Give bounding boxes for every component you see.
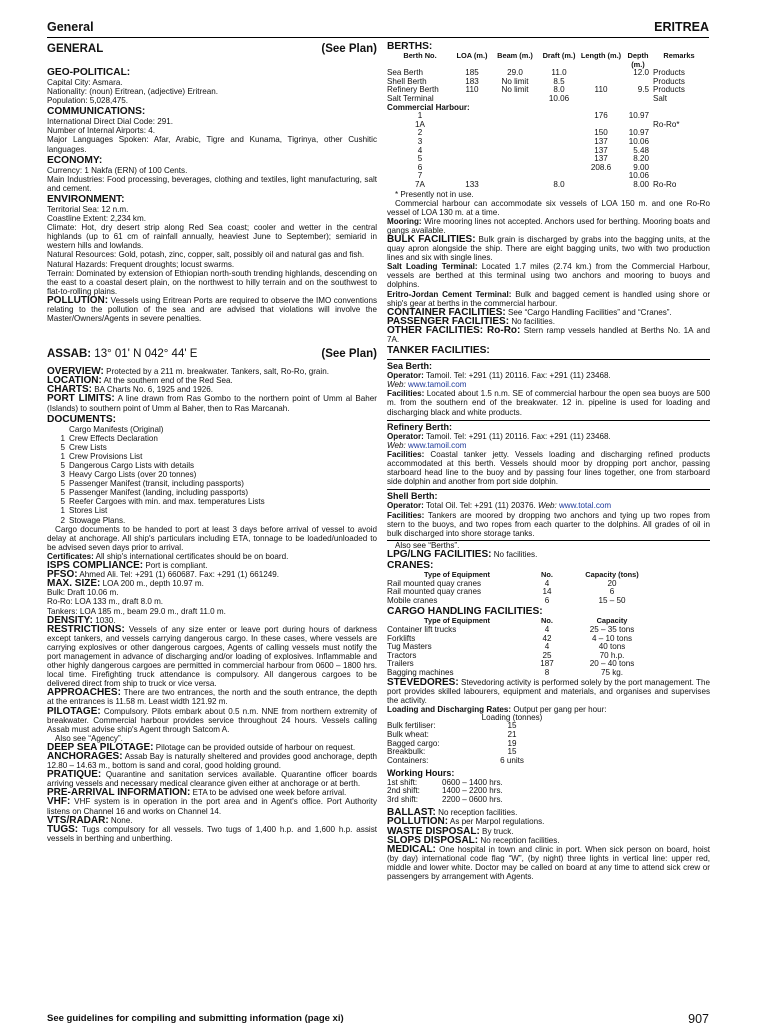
berth-cell: Ro-Ro	[653, 179, 677, 189]
shift-time: 0600 – 1400 hrs.	[442, 777, 503, 787]
berth-cell: 9.5	[637, 85, 649, 95]
document-name: Crew Effects Declaration	[69, 433, 158, 443]
cranes-col-header: No.	[541, 569, 553, 579]
berth-col-header: Berth No.	[403, 51, 437, 60]
cargo-cell: 75 kg.	[600, 667, 624, 677]
list-item: Main Industries: Food processing, beverages, clothing and textiles, light manufacturing, salt and cement.	[47, 174, 377, 193]
assab-overview: OVERVIEW: Protected by a 211 m. breakwater. Tankers, salt, Ro-Ro, grain.	[47, 366, 329, 378]
document-item	[47, 461, 377, 470]
cargo-cell: 187	[540, 659, 554, 669]
list-item: Terrain: Dominated by extension of Ethiopian north-south trending highlands, descending on the east to a coastal desert plain, on the northwest to hilly terrain and on the southwest to flat-to-rolling plains.	[47, 268, 377, 296]
berth-cell: Shell Berth	[387, 76, 427, 86]
document-name: Heavy Cargo Lists (over 20 tonnes)	[69, 470, 197, 480]
tanker-facilities: Facilities: Coastal tanker jetty. Vessels loading and discharging refined products accommodated at this berth. Vessels should moor by dropping port anchor, passing starboard head line to the buoy and by passing four lines together, one from starboard side dolphin and another from port side dolphin.	[387, 449, 710, 487]
cranes-cell: 4	[544, 578, 550, 588]
cranes-cell: 14	[542, 587, 552, 597]
lpg-facilities: LPG/LNG FACILITIES: No facilities.	[387, 548, 538, 560]
list-item: Natural Hazards: Frequent droughts; locust swarms.	[47, 259, 235, 269]
cargo-cell: 25	[542, 650, 552, 660]
medical: MEDICAL: One hospital in town and clinic in port. When sick person on board, hoist (by day) international code flag “W”, (by night) three lights in vertical line: upper red, middle and lower white. Doctor may be called on board at any time to attend sick crew or passengers by arrangement with Agents.	[387, 843, 710, 881]
berth-cell	[491, 181, 539, 190]
document-qty: 2	[60, 515, 65, 525]
berth-cell	[653, 155, 705, 164]
berth-cell: 208.6	[590, 162, 612, 172]
berth-cell: 137	[594, 136, 608, 146]
berth-cell: 3	[417, 136, 423, 146]
berth-cell	[491, 95, 539, 104]
cargo-cell: 4	[544, 642, 550, 652]
cargo-col-header: No.	[541, 616, 553, 626]
berths-table	[387, 52, 705, 190]
berth-cell	[579, 95, 623, 104]
berth-cell	[579, 69, 623, 78]
cargo-cell: Trailers	[387, 659, 414, 669]
page-header	[47, 20, 709, 38]
document-qty: 5	[60, 479, 65, 489]
general-heading: GENERAL (See Plan)	[47, 43, 377, 55]
berth-cell: 8.0	[553, 179, 565, 189]
cargo-cell: 4	[544, 624, 550, 634]
cargo-heading: CARGO HANDLING FACILITIES:	[387, 606, 543, 618]
tanker-berth	[387, 359, 710, 417]
berth-cell: 183	[465, 76, 479, 86]
page-number: 907	[688, 1012, 709, 1026]
commercial-harbour-heading: Commercial Harbour:	[387, 102, 470, 112]
hours-heading: Working Hours:	[387, 768, 455, 779]
document-qty: 5	[60, 461, 65, 470]
berth-cell: 137	[594, 145, 608, 155]
cranes-col-header: Capacity (tons)	[585, 569, 639, 579]
document-qty: 5	[60, 488, 65, 498]
cranes-cell: Mobile cranes	[387, 595, 438, 605]
document-qty: 1	[60, 506, 65, 516]
berth-row	[387, 121, 705, 130]
hours-table	[387, 779, 547, 805]
cargo-cell: 42	[542, 633, 552, 643]
berth-cell: Salt	[653, 93, 667, 103]
anchorages: ANCHORAGES: Assab Bay is naturally sheltered and provides good anchorage, depth 12.80 – 14.63 m., bottom is sand and coral, good holding ground.	[47, 751, 377, 771]
berth-cell: 8.0	[553, 85, 565, 95]
list-item: Coastline Extent: 2,234 km.	[47, 214, 146, 224]
approaches: APPROACHES: There are two entrances, the north and the south entrance, the depth at the entrances is 11.58 m. Least width 121.92 m.	[47, 687, 377, 707]
berth-row	[387, 147, 705, 156]
tanker-operator: Operator: Tamoil. Tel: +291 (11) 20116. Fax: +291 (11) 23468.	[387, 371, 611, 381]
cargo-cell: 40 tons	[598, 642, 626, 652]
isps: ISPS COMPLIANCE: Port is compliant.	[47, 560, 208, 572]
berth-cell	[491, 147, 539, 156]
tanker-see: Also see “Berths”.	[395, 540, 460, 550]
document-name: Stores List	[69, 506, 108, 516]
berth-cell: 6	[417, 162, 423, 172]
shift-row	[387, 796, 547, 805]
document-item	[47, 443, 377, 452]
berth-cell	[453, 121, 491, 130]
tanker-name: Sea Berth:	[387, 361, 433, 372]
cargo-cell: Tractors	[387, 650, 417, 660]
cargo-table	[387, 617, 657, 677]
berths-footnote: * Presently not in use.	[395, 189, 474, 199]
rate-row	[387, 757, 547, 766]
berth-cell	[491, 129, 539, 138]
max-size: MAX. SIZE: LOA 200 m., depth 10.97 m.	[47, 578, 204, 590]
cargo-cell: Container lift trucks	[387, 624, 457, 634]
berth-cell: 5.48	[633, 145, 649, 155]
list-item: Number of Internal Airports: 4.	[47, 126, 155, 136]
tanker-operator: Operator: Tamoil. Tel: +291 (11) 20116. Fax: +291 (11) 23468.	[387, 431, 611, 441]
deep-sea-pilotage: DEEP SEA PILOTAGE: Pilotage can be provided outside of harbour on request.	[47, 741, 356, 753]
berth-cell	[623, 95, 653, 104]
berth-cell: 10.06	[548, 93, 570, 103]
berth-cell: No limit	[501, 85, 529, 95]
document-item	[47, 506, 377, 515]
document-item	[47, 497, 377, 506]
berth-cell	[491, 138, 539, 147]
berth-row	[387, 155, 705, 164]
rate-cargo: Bagged cargo:	[387, 738, 440, 748]
berth-cell: 1	[417, 111, 423, 121]
berth-cell	[653, 164, 705, 173]
berth-cell: 1A	[415, 119, 425, 129]
list-item: International Direct Dial Code: 291.	[47, 117, 173, 127]
cargo-cell: Bagging machines	[387, 667, 454, 677]
list-item: Territorial Sea: 12 n.m.	[47, 204, 129, 214]
berth-cell	[453, 129, 491, 138]
econ-list	[47, 166, 377, 193]
berth-cell	[491, 172, 539, 181]
container-facilities: CONTAINER FACILITIES: See “Cargo Handling Facilities” and “Cranes”.	[387, 306, 672, 318]
rate-cargo: Containers:	[387, 755, 429, 765]
berth-subheading-row	[387, 104, 705, 113]
berth-cell	[653, 138, 705, 147]
berth-cell: Salt Terminal	[387, 93, 434, 103]
general-pollution: POLLUTION: Vessels using Eritrean Ports are required to observe the IMO conventions relating to the pollution of the sea and are advised that violations will involve the Master/Owners/Agents in severe penalties.	[47, 294, 377, 324]
berth-cell	[539, 138, 579, 147]
cargo-cell: 8	[544, 667, 550, 677]
tanker-facilities: Facilities: Tankers are moored by dropping two anchors and tying up two ropes from stern to the buoys, and two ropes from each quarter to the dolphins. All grades of oil in bulk discharged into shore storage tanks.	[387, 510, 710, 538]
env-list	[47, 205, 377, 296]
document-qty: 3	[60, 470, 65, 480]
berth-cell	[453, 138, 491, 147]
document-item	[47, 488, 377, 497]
document-item	[47, 516, 377, 525]
tugs: TUGS: Tugs compulsory for all vessels. Two tugs of 1,400 h.p. and 1,600 h.p. assist vessels in berthing and unberthing.	[47, 823, 377, 843]
berth-cell: Sea Berth	[387, 68, 423, 78]
pollution-port: POLLUTION: As per Marpol regulations.	[387, 816, 545, 828]
berth-cell: 185	[465, 68, 479, 78]
pilotage: PILOTAGE: Compulsory. Pilots embark about 0.5 n.m. NNE from northern extremity of breakwater. Commercial harbour provides service throughout 24 hours. Vessels calling Assab must advise ship's Agent through Satcom A.	[47, 705, 377, 734]
tanker-berth	[387, 489, 710, 537]
right-column	[387, 40, 710, 1010]
berth-cell: Ro-Ro*	[653, 119, 680, 129]
certificates: Certificates: All ship's international certificates should be on board.	[47, 551, 289, 561]
cement-terminal: Eritro-Jordan Cement Terminal: Bulk and bagged cement is handled using shore or ship's gear at berths in the commercial harbour.	[387, 289, 710, 308]
list-item: Ro-Ro: LOA 133 m., draft 8.0 m.	[47, 597, 164, 607]
assab-heading: ASSAB: 13° 01' N 042° 44' E (See Plan)	[47, 348, 377, 361]
list-item: Currency: 1 Nakfa (ERN) of 100 Cents.	[47, 165, 188, 175]
berth-cell: Refinery Berth	[387, 85, 439, 95]
footer-note: See guidelines for compiling and submitting information (page xi)	[47, 1013, 344, 1024]
tanker-facilities: Facilities: Located about 1.5 n.m. SE of commercial harbour the open sea buoys are 500 m. from the southern end of the breakwater. 12 in. pipeline is used for loading and discharging black and white products.	[387, 389, 710, 417]
berth-cell	[539, 164, 579, 173]
berth-cell	[453, 112, 491, 121]
passenger-facilities: PASSENGER FACILITIES: No facilities.	[387, 315, 555, 327]
document-item	[47, 434, 377, 443]
assab-charts: CHARTS: BA Charts No. 6, 1925 and 1926.	[47, 384, 214, 396]
tanker-list	[387, 359, 710, 541]
cargo-cell: 20 – 40 tons	[589, 659, 635, 669]
document-name: Passenger Manifest (landing, including passports)	[69, 488, 249, 498]
document-name: Dangerous Cargo Lists with details	[69, 461, 195, 470]
berth-cell: 7A	[415, 179, 425, 189]
tanker-heading: TANKER FACILITIES:	[387, 345, 490, 357]
berth-cell: 110	[465, 85, 479, 95]
cranes-cell: 6	[544, 595, 550, 605]
web-link[interactable]: www.tamoil.com	[408, 440, 467, 450]
cranes-heading: CRANES:	[387, 559, 434, 571]
berth-cell: 11.0	[551, 68, 567, 78]
berth-row	[387, 164, 705, 173]
berths-note: Commercial harbour can accommodate six vessels of LOA 150 m. and one Ro-Ro vessel of LOA 130 m. at a time.	[387, 198, 710, 217]
document-item	[47, 479, 377, 488]
assab-location: LOCATION: At the southern end of the Red Sea.	[47, 375, 233, 387]
rates-col-header: Loading (tonnes)	[481, 712, 543, 722]
cranes-row	[387, 597, 657, 606]
pre-arrival: PRE-ARRIVAL INFORMATION: ETA to be advised one week before arrival.	[47, 787, 347, 799]
berth-cell	[579, 181, 623, 190]
cranes-col-header: Type of Equipment	[424, 569, 490, 579]
salt-terminal: Salt Loading Terminal: Located 1.7 miles (2.74 km.) from the Commercial Harbour, vessels are berthed at this terminal using two anchors and mooring to buoys and dolphins.	[387, 262, 710, 290]
waste-disposal: WASTE DISPOSAL: By truck.	[387, 825, 514, 837]
rate-value: 15	[507, 747, 517, 757]
berth-cell: 8.00	[633, 179, 649, 189]
bulk-facilities: BULK FACILITIES: Bulk grain is discharged by grabs into the bagging units, at the quay apron alongside the ship. There are eight bagging units, two with two production lines and six with single lines.	[387, 233, 710, 263]
rates-heading: Loading and Discharging Rates: Output per gang per hour:	[387, 704, 607, 714]
berth-cell: 12.0	[633, 68, 649, 78]
vhf: VHF: VHF system is in operation in the port area and in Agent's office. Port Authority listens on Channel 16 and works on Channel 14.	[47, 796, 377, 816]
cargo-col-header: Capacity	[596, 616, 628, 626]
list-item: Bulk: Draft 10.06 m.	[47, 588, 119, 598]
documents-heading: DOCUMENTS:	[47, 413, 117, 425]
rates-table	[387, 714, 547, 766]
tanker-name: Shell Berth:	[387, 491, 438, 502]
tanker-operator: Operator: Total Oil. Tel: +291 (11) 20376. Web: www.total.com	[387, 501, 612, 511]
berth-cell: 9.00	[633, 162, 649, 172]
berth-cell: 10.06	[628, 171, 649, 181]
berth-col-header: Depth (m.)	[627, 51, 649, 69]
document-item	[47, 470, 377, 479]
header-section: General	[47, 20, 94, 34]
cargo-cell: Tug Masters	[387, 642, 432, 652]
comm-list	[47, 117, 377, 153]
berth-cell: Products	[653, 68, 685, 78]
cargo-col-header: Type of Equipment	[424, 616, 490, 626]
cranes-table	[387, 571, 657, 605]
cargo-cell: 4 – 10 tons	[591, 633, 633, 643]
berth-cell	[539, 121, 579, 130]
rate-value: 6 units	[500, 755, 524, 765]
berth-cell: 2	[417, 128, 423, 138]
berth-cell: 110	[594, 85, 608, 95]
berth-cell	[653, 129, 705, 138]
shift-time: 1400 – 2200 hrs.	[442, 786, 503, 796]
berth-col-header: Beam (m.)	[497, 51, 533, 60]
list-item: Population: 5,028,475.	[47, 96, 129, 106]
berth-cell: 29.0	[507, 68, 523, 78]
berth-cell	[491, 164, 539, 173]
max-size-lines	[47, 588, 377, 615]
cargo-cell: Forklifts	[387, 633, 416, 643]
document-name: Reefer Cargoes with min. and max. temperatures Lists	[69, 497, 265, 507]
berth-cell: 10.06	[628, 136, 649, 146]
berth-cell: 4	[417, 145, 423, 155]
berth-cell: 7	[417, 171, 423, 181]
rate-value: 19	[507, 738, 517, 748]
berth-cell	[539, 155, 579, 164]
shift-name: 3rd shift:	[387, 794, 419, 804]
web-link[interactable]: www.tamoil.com	[408, 380, 467, 390]
cranes-cell: 20	[607, 578, 617, 588]
tanker-name: Refinery Berth:	[387, 421, 453, 432]
shift-name: 2nd shift:	[387, 786, 420, 796]
document-item	[47, 425, 377, 434]
cargo-cell: 70 h.p.	[599, 650, 625, 660]
berth-col-header: Draft (m.)	[542, 51, 576, 60]
berth-cell: 5	[417, 154, 423, 164]
see-plan-link[interactable]: (See Plan)	[321, 43, 377, 55]
berth-cell	[491, 112, 539, 121]
document-item	[47, 452, 377, 461]
berth-cell	[539, 129, 579, 138]
document-name: Cargo Manifests (Original)	[69, 424, 164, 434]
cranes-cell: Rail mounted quay cranes	[387, 578, 482, 588]
document-name: Stowage Plans.	[69, 515, 126, 525]
document-qty: 1	[60, 451, 65, 461]
berth-cell: 8.5	[553, 76, 565, 86]
rate-value: 21	[507, 730, 517, 740]
berth-cell	[539, 112, 579, 121]
berth-cell	[579, 172, 623, 181]
pilotage-see: Also see “Agency”.	[55, 733, 123, 743]
document-name: Crew Provisions List	[69, 451, 143, 461]
cargo-cell: 25 – 35 tons	[589, 624, 635, 634]
rate-cargo: Bulk fertiliser:	[387, 721, 436, 731]
restrictions: RESTRICTIONS: Vessels of any size enter or leave port during hours of darkness except tankers, and vessels carrying dangerous cargo. In these cases, where vessels are carrying explosives or other dangerous cargoes, Agents of calling vessels must notify the port management in advance of discharging and/or loading of explosives. Inflammable and other highly dangerous cargoes are permitted in commercial harbour from 0600 – 1800 hrs. local time. Firefighting truck attendance is compulsory. All dangerous cargoes to be delivered direct from ship to truck or vice versa.	[47, 623, 377, 689]
mooring: Mooring: Wire mooring lines not accepted. Anchors used for berthing. Mooring boats and gangs available.	[387, 216, 710, 235]
document-name: Crew Lists	[69, 442, 107, 452]
stevedores: STEVEDORES: Stevedoring activity is performed solely by the port management. The port provides skilled labourers, equipment and materials, and organises and supervises the activity.	[387, 676, 710, 705]
econ-heading: ECONOMY:	[47, 154, 103, 166]
tanker-web: Web: www.tamoil.com	[387, 440, 467, 450]
document-qty: 5	[60, 497, 65, 507]
density: DENSITY: 1030.	[47, 614, 116, 626]
document-name: Passenger Manifest (transit, including passports)	[69, 479, 244, 489]
berth-cell: 150	[594, 128, 608, 138]
documents-list	[47, 425, 377, 525]
vts-radar: VTS/RADAR: None.	[47, 814, 133, 826]
list-item: Capital City: Asmara.	[47, 78, 123, 87]
list-item: Major Languages Spoken: Afar, Arabic, Tigre and Kunama, Tigrinya, other Cushitic languages.	[47, 135, 377, 154]
berth-cell: 133	[465, 179, 479, 189]
rate-value: 15	[507, 721, 517, 731]
berth-row	[387, 129, 705, 138]
berth-col-header: Length (m.)	[580, 51, 622, 60]
list-item: Climate: Hot, dry desert strip along Red Sea coast; cooler and wetter in the central highlands (up to 61 cm of rainfall annually, heaviest June to September); semiarid in western hills and lowlands.	[47, 223, 377, 251]
berth-col-header: LOA (m.)	[456, 51, 488, 60]
ballast: BALLAST: No reception facilities.	[387, 807, 518, 819]
berth-cell: 10.97	[628, 128, 649, 138]
berth-cell	[453, 147, 491, 156]
rate-cargo: Breakbulk:	[387, 747, 426, 757]
berth-row	[387, 181, 705, 190]
berth-cell: No limit	[501, 76, 529, 86]
berth-cell	[491, 155, 539, 164]
rate-cargo: Bulk wheat:	[387, 730, 429, 740]
pratique: PRATIQUE: Quarantine and sanitation services available. Quarantine officer boards arriving vessels and necessary medical clearance given either at anchorage or at berth.	[47, 769, 377, 789]
berth-cell: 8.20	[633, 154, 649, 164]
shift-time: 2200 – 0600 hrs.	[442, 794, 503, 804]
berth-cell	[453, 164, 491, 173]
berth-row	[387, 138, 705, 147]
tanker-berth	[387, 420, 710, 487]
list-item: Tankers: LOA 185 m., beam 29.0 m., draft 11.0 m.	[47, 606, 226, 616]
cranes-cell: 15 – 50	[598, 595, 626, 605]
left-column	[47, 40, 377, 1010]
assab-see-plan-link[interactable]: (See Plan)	[321, 348, 377, 361]
shift-name: 1st shift:	[387, 777, 418, 787]
comm-heading: COMMUNICATIONS:	[47, 106, 146, 118]
cranes-cell: 6	[609, 587, 615, 597]
document-qty: 1	[60, 433, 65, 443]
web-link[interactable]: www.total.com	[558, 501, 612, 511]
berths-heading: BERTHS:	[387, 41, 433, 52]
pfso: PFSO: Ahmed Ali. Tel: +291 (1) 660687. Fax: +291 (1) 661249.	[47, 569, 280, 581]
geo-heading: GEO-POLITICAL:	[47, 67, 131, 78]
berth-cell	[491, 121, 539, 130]
list-item: Nationality: (noun) Eritrean, (adjective) Eritrean.	[47, 87, 218, 97]
list-item: Natural Resources: Gold, potash, zinc, copper, salt, possibly oil and natural gas and fish.	[47, 250, 365, 260]
header-country: ERITREA	[654, 20, 709, 34]
tanker-web: Web: www.tamoil.com	[387, 380, 467, 390]
document-qty: 5	[60, 442, 65, 452]
berth-col-header: Remarks	[663, 51, 695, 60]
berth-cell	[453, 155, 491, 164]
berth-cell	[653, 147, 705, 156]
documents-note: Cargo documents to be handed to port at least 3 days before arrival of vessel to avoid delay at anchorage. All ship's particulars including ETA, tonnage to be loaded/unloaded to be advised seven days prior to arrival.	[47, 524, 377, 552]
berth-cell: 137	[594, 154, 608, 164]
header-rule	[47, 37, 709, 38]
geo-list	[47, 78, 377, 105]
slops-disposal: SLOPS DISPOSAL: No reception facilities.	[387, 834, 560, 846]
assab-port-limits: PORT LIMITS: A line drawn from Ras Gombo to the northern point of Umm al Baher (Islands) to southern point of Umm al Baher, then to Ras Marcanah.	[47, 393, 377, 413]
berth-cell: 176	[594, 111, 608, 121]
env-heading: ENVIRONMENT:	[47, 193, 125, 205]
other-facilities: OTHER FACILITIES: Ro-Ro: Stern ramp vessels handled at Berths No. 1A and 7A.	[387, 324, 710, 344]
berth-cell: Products	[653, 85, 685, 95]
cranes-cell: Rail mounted quay cranes	[387, 587, 482, 597]
berth-cell: 10.97	[628, 111, 649, 121]
berth-cell	[539, 147, 579, 156]
berth-cell: Products	[653, 76, 685, 86]
